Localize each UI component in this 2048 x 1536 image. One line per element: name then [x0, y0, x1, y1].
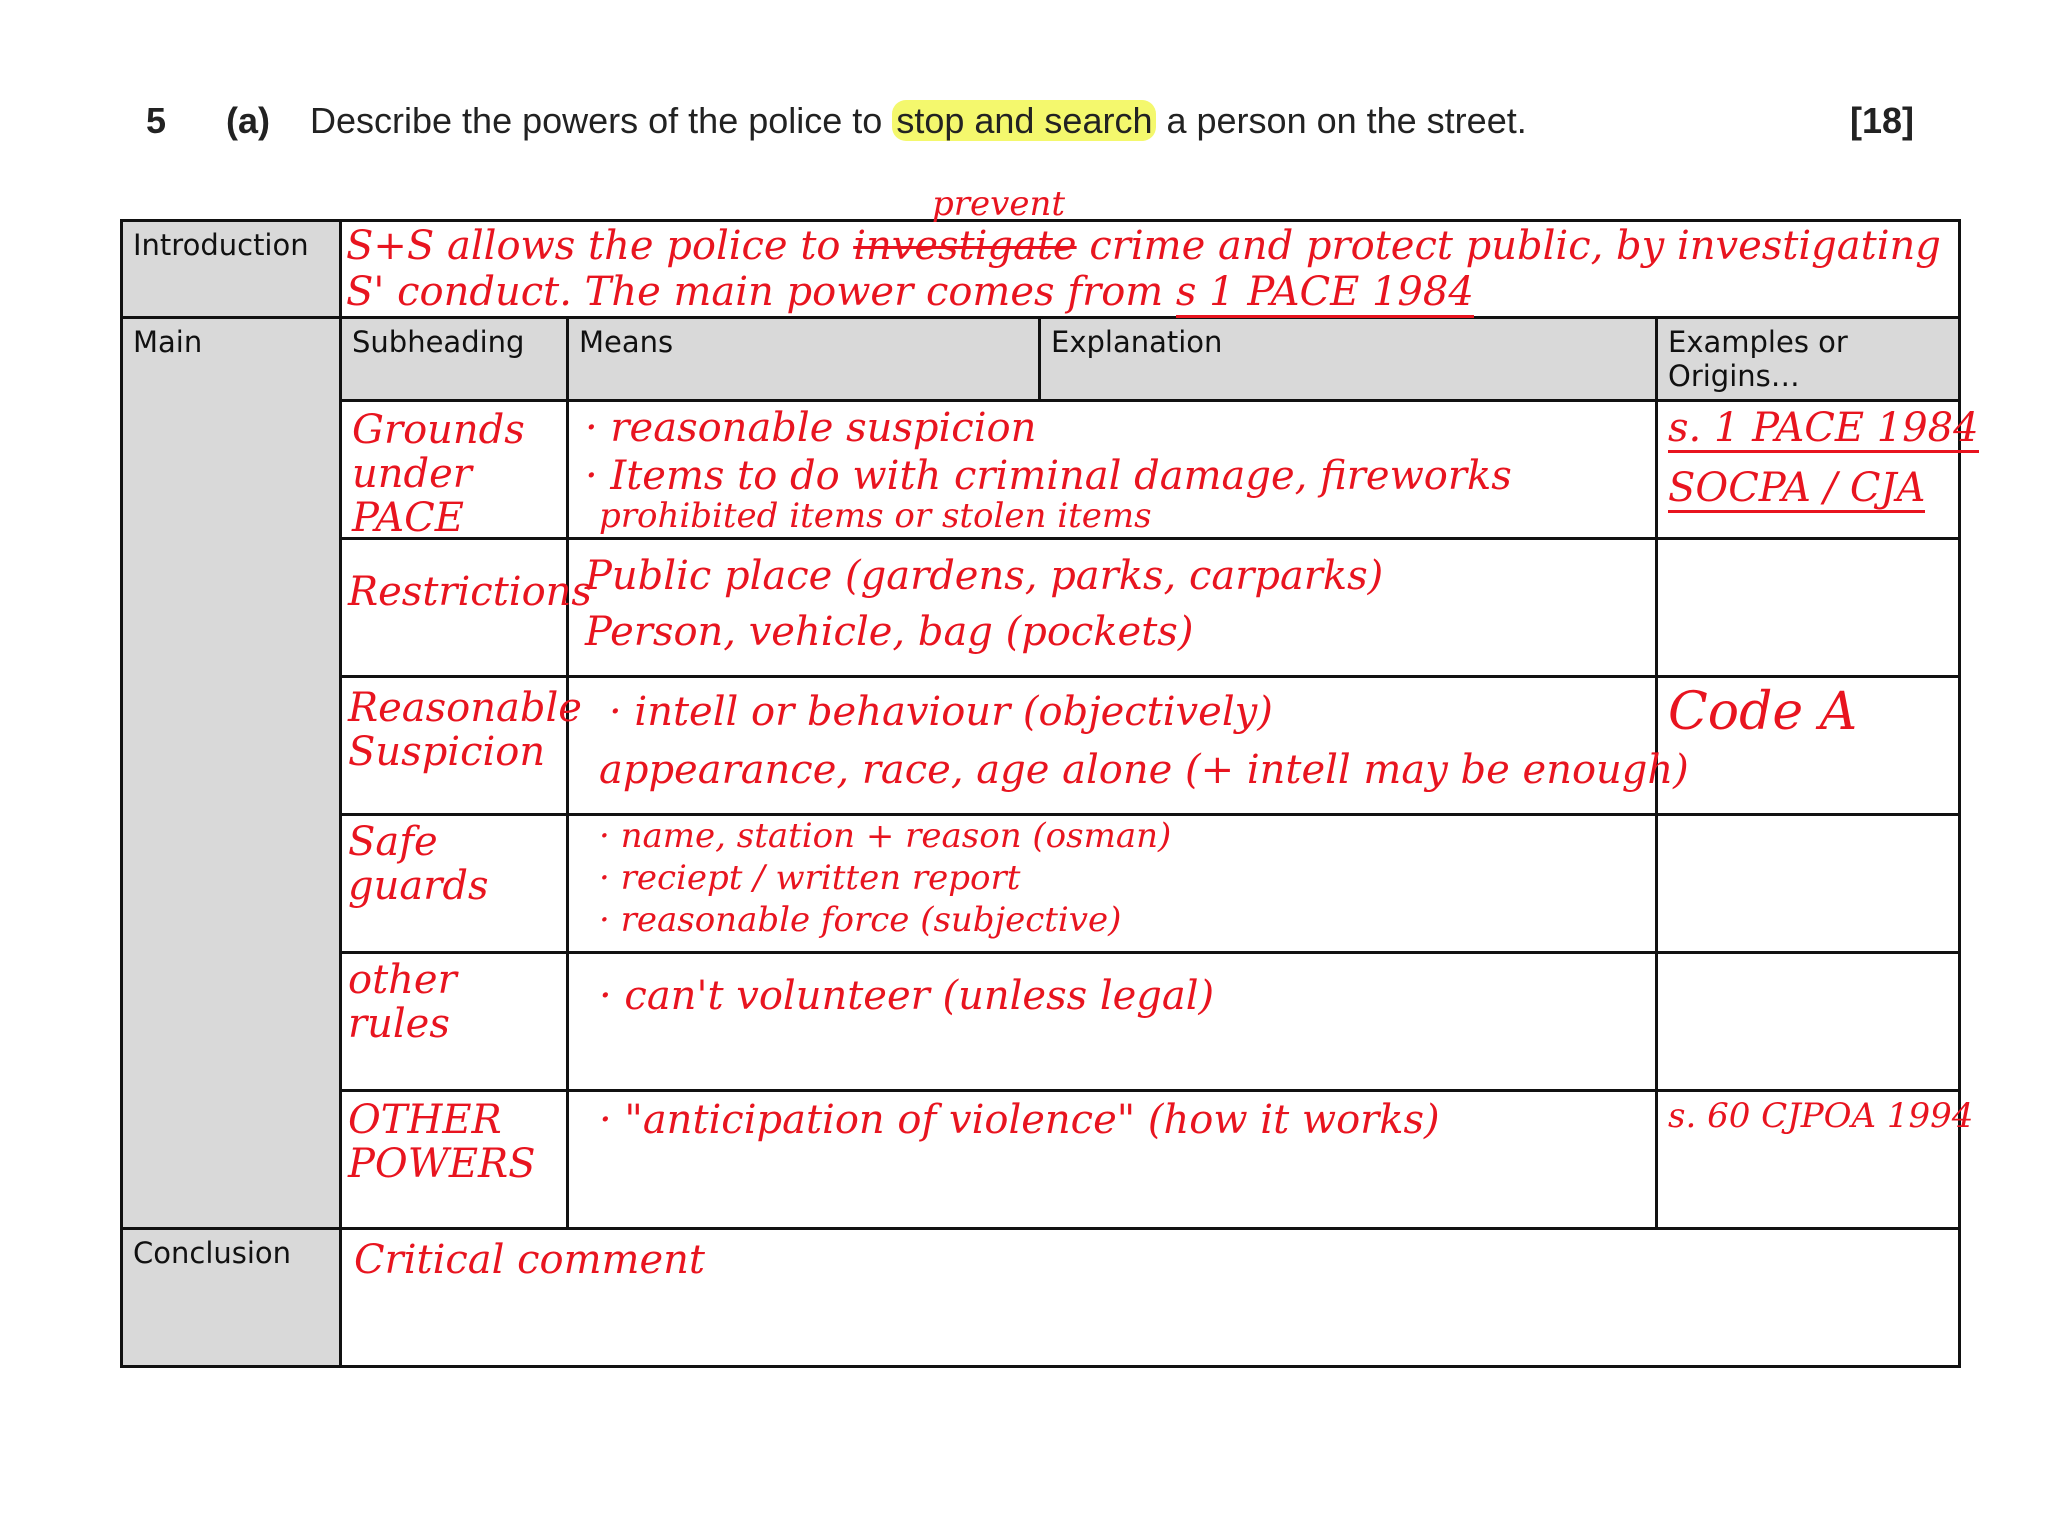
question-marks: [18]: [1850, 100, 1915, 141]
means-line: Public place (gardens, parks, carparks): [585, 553, 1384, 599]
header-explanation: Explanation: [1040, 318, 1657, 401]
means-cell: [568, 815, 1657, 953]
main-header-row: [122, 318, 1960, 401]
question-text-after: a person on the street.: [1156, 100, 1527, 141]
conclusion-text: Critical comment: [354, 1237, 705, 1283]
means-cell: [568, 953, 1657, 1091]
intro-line-2: [346, 270, 1474, 314]
intro-label: Introduction: [133, 228, 309, 262]
conclusion-label: Conclusion: [133, 1236, 292, 1270]
examples-cell: [1657, 1091, 1974, 1229]
question-text-before: Describe the powers of the police to: [310, 100, 893, 141]
subheading-cell: [341, 539, 592, 677]
essay-plan-table: [120, 184, 1979, 1368]
means-line: · Items to do with criminal damage, fireworks: [585, 453, 1512, 499]
header-means: Means: [568, 318, 1040, 401]
subheading-text: Grounds under PACE: [352, 407, 525, 541]
means-line: · reasonable force (subjective): [599, 900, 1122, 940]
subheading-text: Safe guards: [348, 819, 489, 909]
intro-reference: s 1 PACE 1984: [1176, 269, 1474, 318]
means-line: · "anticipation of violence" (how it works): [599, 1097, 1440, 1143]
subheading-cell: [341, 401, 568, 539]
question-number: 5: [146, 100, 167, 141]
header-examples: Examples or Origins…: [1657, 318, 1960, 401]
subheading-text: other rules: [348, 957, 457, 1047]
example-line: s. 60 CJPOA 1994: [1668, 1096, 1974, 1136]
question-line: [0, 96, 2048, 156]
subheading-cell: [341, 677, 582, 815]
means-cell: [568, 539, 1657, 677]
means-cell: [568, 401, 1657, 539]
intro-insert-word: prevent: [932, 184, 1066, 224]
subheading-text: OTHER POWERS: [348, 1097, 536, 1187]
table-row: [122, 815, 1960, 953]
intro-struck-word: investigate: [853, 223, 1077, 269]
examples-cell: [1657, 539, 1960, 677]
intro-line-1b: crime and protect public, by investigating: [1076, 223, 1941, 269]
means-line: · name, station + reason (osman): [599, 816, 1172, 856]
question-highlight: stop and search: [892, 100, 1156, 141]
conclusion-label-cell: [122, 1229, 341, 1367]
means-line: appearance, race, age alone (+ intell may be enough): [599, 747, 1689, 793]
intro-line-2a: S' conduct. The main power comes from: [346, 269, 1176, 315]
table-row: [122, 539, 1960, 677]
subheading-text: Reasonable Suspicion: [348, 685, 582, 775]
main-label: Main: [133, 325, 203, 359]
subheading-text: Restrictions: [348, 569, 592, 615]
examples-cell: [1657, 953, 1960, 1091]
intro-line-1: [346, 224, 1941, 268]
examples-cell: [1657, 677, 1960, 815]
means-line: prohibited items or stolen items: [599, 496, 1152, 536]
example-line: s. 1 PACE 1984: [1668, 405, 1979, 451]
intro-label-cell: [122, 221, 341, 318]
main-label-cell: [122, 318, 341, 1229]
table-row: [122, 953, 1960, 1091]
intro-row: [122, 221, 1960, 318]
intro-content-cell: [341, 184, 1960, 318]
examples-cell: [1657, 401, 1979, 539]
question-part: (a): [226, 100, 270, 141]
means-cell: [568, 1091, 1657, 1229]
example-line: SOCPA / CJA: [1668, 465, 1926, 511]
example-line: Code A: [1668, 682, 1858, 742]
subheading-cell: [341, 815, 568, 953]
table-row: [122, 401, 1960, 539]
examples-cell: [1657, 815, 1960, 953]
question-text: [310, 100, 1527, 142]
subheading-cell: [341, 1091, 568, 1229]
means-line: · can't volunteer (unless legal): [599, 973, 1215, 1019]
header-subheading: Subheading: [341, 318, 568, 401]
means-cell: [568, 677, 1689, 815]
conclusion-row: [122, 1229, 1960, 1367]
means-line: · reciept / written report: [599, 858, 1021, 898]
means-line: Person, vehicle, bag (pockets): [585, 609, 1194, 655]
means-line: · intell or behaviour (objectively): [609, 689, 1273, 735]
table-row: [122, 1091, 1960, 1229]
means-line: · reasonable suspicion: [585, 405, 1037, 451]
conclusion-content-cell: [341, 1229, 1960, 1367]
table-row: [122, 677, 1960, 815]
intro-line-1a: S+S allows the police to: [346, 223, 854, 269]
subheading-cell: [341, 953, 568, 1091]
